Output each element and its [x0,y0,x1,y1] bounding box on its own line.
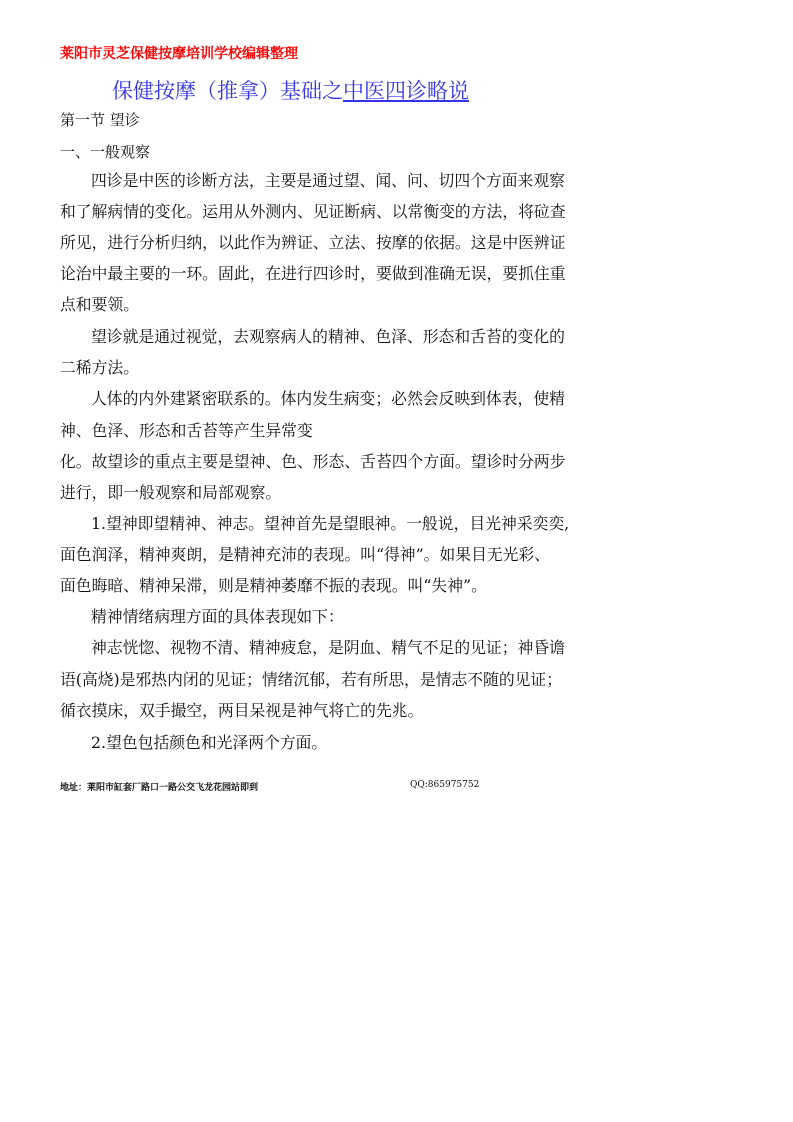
title-link[interactable]: 中医四诊略说 [343,79,469,103]
body-line: 1.望神即望精神、神志。望神首先是望眼神。一般说，目光神采奕奕, [91,514,570,533]
footer-address: 地址：莱阳市缸套厂路口一路公交飞龙花园站即到 [60,783,259,793]
title-text: 保健按摩（推拿）基础之 [112,79,343,103]
body-line: 点和要领。 [60,295,139,314]
body-line: 人体的内外建紧密联系的。体内发生病变；必然会反映到体表，使精 [91,389,565,408]
body-line: 循衣摸床，双手撮空，两目呆视是神气将亡的先兆。 [60,701,424,720]
section-heading: 第一节 望诊 [60,111,140,129]
body-line: 面色晦暗、精神呆滞，则是精神萎靡不振的表现。叫“失神”。 [60,576,487,595]
body-line: 论治中最主要的一环。固此，在进行四诊时，要做到准确无误，要抓住重 [60,264,566,283]
body-line: 化。故望诊的重点主要是望神、色、形态、舌苔四个方面。望诊时分两步 [60,452,566,471]
page-title [112,75,469,105]
subsection-heading: 一、一般观察 [60,143,151,161]
document-header: 莱阳市灵芝保健按摩培训学校编辑整理 [60,46,298,62]
body-line: 语(高烧)是邪热内闭的见证；情绪沉郁，若有所思，是情志不随的见证； [60,670,563,689]
body-line: 进行，即一般观察和局部观察。 [60,483,282,502]
body-line: 神、色泽、形态和舌苔等产生异常变 [60,421,313,440]
body-line: 面色润泽，精神爽朗，是精神充沛的表现。叫“得神”。如果目无光彩、 [60,545,551,564]
footer-qq: QQ:865975752 [410,780,480,790]
body-line: 神志恍惚、视物不清、精神疲怠，是阴血、精气不足的见证；神昏谵 [91,638,565,657]
body-line: 2.望色包括颜色和光泽两个方面。 [91,733,328,752]
body-line: 所见，进行分析归纳，以此作为辨证、立法、按摩的依据。这是中医辨证 [60,233,566,252]
body-line: 精神情绪病理方面的具体表现如下： [91,607,344,626]
body-line: 四诊是中医的诊断方法，主要是通过望、闻、问、切四个方面来观察 [91,171,565,190]
body-line: 二稀方法。 [60,358,139,377]
body-line: 望诊就是通过视觉，去观察病人的精神、色泽、形态和舌苔的变化的 [91,327,565,346]
body-line: 和了解病情的变化。运用从外测内、见证断病、以常衡变的方法，将砬查 [60,202,566,221]
